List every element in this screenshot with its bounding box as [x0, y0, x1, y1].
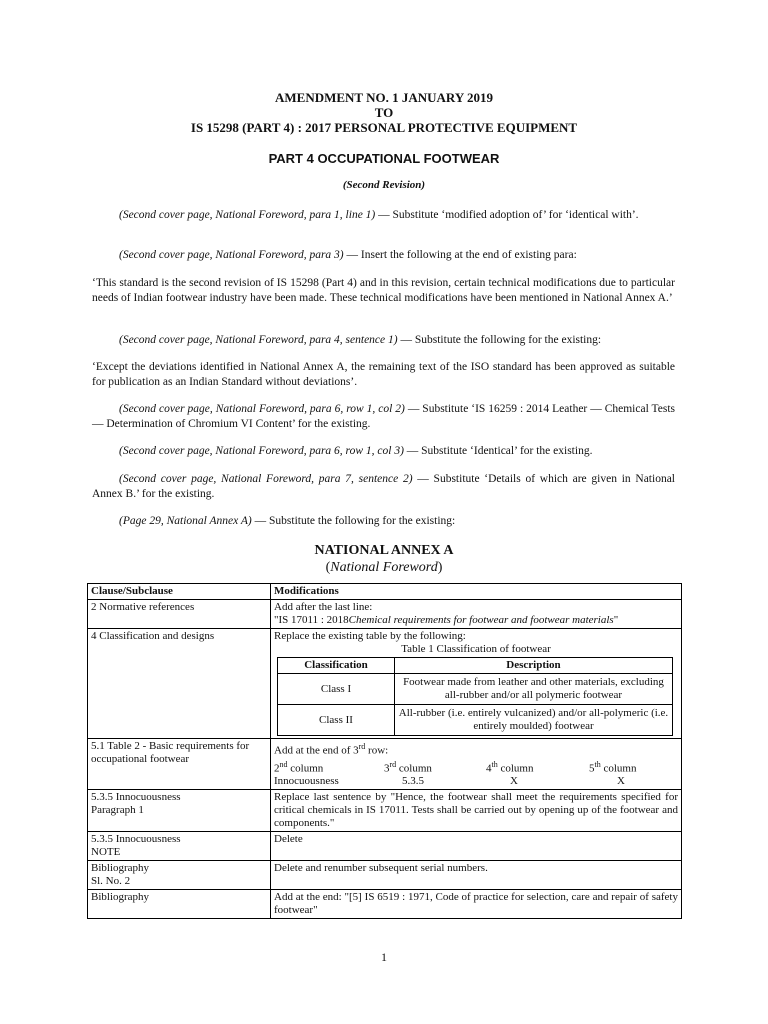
amendment-to: TO: [374, 105, 394, 120]
annex-table: [87, 583, 682, 919]
clause-line: 5.3.5 Innocuousness: [91, 791, 181, 804]
inner-row: [278, 674, 673, 705]
paragraph-2: [92, 248, 675, 263]
clause-cell: [88, 861, 271, 890]
paragraph-4-text: — Substitute the following for the existing:: [397, 334, 602, 346]
annex-title: NATIONAL ANNEX A: [314, 543, 454, 558]
col-value: X: [617, 775, 625, 788]
paragraph-7-text: — Substitute ‘Identical’ for the existing.: [403, 445, 593, 457]
column-values: [274, 775, 678, 788]
paragraph-1-ref: (Second cover page, National Foreword, para 1, line 1): [119, 209, 376, 221]
clause-cell: 2 Normative references: [88, 600, 271, 629]
annex-subtitle-text: National Foreword: [330, 560, 438, 575]
clause-line: 5.3.5 Innocuousness: [91, 833, 181, 846]
paragraph-4: [92, 333, 675, 348]
mod-end: ": [613, 614, 619, 626]
inner-desc: All-rubber (i.e. entirely vulcanized) and/or all-polymeric (i.e. entirely moulded) footwear: [395, 705, 673, 736]
clause-cell: Bibliography: [88, 890, 271, 919]
modification-cell: Delete and renumber subsequent serial numbers.: [271, 861, 682, 890]
modification-cell: [271, 629, 682, 739]
paragraph-5: ‘Except the deviations identified in National Annex A, the remaining text of the ISO standard has been approved as suitable for publication as an Indian Standard without deviations’.: [92, 361, 675, 388]
paragraph-9-text: — Substitute the following for the existing:: [251, 515, 456, 527]
mod-line: Add after the last line:: [274, 601, 373, 613]
inner-header-classification: Classification: [278, 658, 395, 674]
table-row: [88, 832, 682, 861]
table-row: [88, 890, 682, 919]
modification-cell: Add at the end: "[5] IS 6519 : 1971, Code of practice for selection, care and repair of safety footwear": [271, 890, 682, 919]
clause-cell: [88, 832, 271, 861]
paragraph-7: [92, 444, 675, 459]
revision-label: (Second Revision): [342, 179, 426, 191]
clause-line: Bibliography: [91, 862, 150, 875]
col-value: 5.3.5: [402, 775, 424, 788]
modification-cell: Replace last sentence by "Hence, the footwear shall meet the requirements specified for critical chemicals in IS 17011. Tests shall be carried out by opening up of the footwear and components.": [271, 790, 682, 832]
clause-line: NOTE: [91, 846, 121, 859]
col-value: Innocuousness: [274, 775, 339, 788]
mod-line: [274, 614, 678, 627]
col-label: 2nd column: [274, 759, 324, 775]
mod-line: Replace the existing table by the following:: [274, 630, 466, 642]
paragraph-3: ‘This standard is the second revision of IS 15298 (Part 4) and in this revision, certain technical modifications due to particular needs of Indian footwear industry have been made. These technical modifications have been mentioned in National Annex A.’: [92, 277, 675, 304]
mod-plain: "IS 17011 : 2018: [274, 614, 349, 626]
col-label: 3rd column: [384, 759, 432, 775]
paragraph-2-text: — Insert the following at the end of existing para:: [343, 249, 577, 261]
clause-cell: 5.1 Table 2 - Basic requirements for occupational footwear: [88, 739, 271, 790]
standard-title: IS 15298 (PART 4) : 2017 PERSONAL PROTECTIVE EQUIPMENT: [190, 120, 578, 135]
paragraph-6-ref: (Second cover page, National Foreword, para 6, row 1, col 2): [119, 403, 405, 415]
inner-class: Class I: [278, 674, 395, 705]
paragraph-4-ref: (Second cover page, National Foreword, para 4, sentence 1): [119, 334, 398, 346]
paragraph-1: [92, 208, 675, 223]
paragraph-8-text: — Substitute ‘Details of which are given in National Annex B.’ for the existing.: [92, 473, 675, 500]
paragraph-8-ref: (Second cover page, National Foreword, para 7, sentence 2): [119, 473, 413, 485]
table-row: [88, 629, 682, 739]
col-value: X: [510, 775, 518, 788]
amendment-title: AMENDMENT NO. 1 JANUARY 2019: [274, 90, 493, 105]
inner-header-description: Description: [395, 658, 673, 674]
part-title: PART 4 OCCUPATIONAL FOOTWEAR: [268, 151, 500, 166]
clause-line: Paragraph 1: [91, 804, 144, 817]
inner-row: [278, 705, 673, 736]
modification-cell: [271, 600, 682, 629]
classification-table: [277, 657, 673, 736]
inner-desc: Footwear made from leather and other materials, excluding all-rubber and/or all polymeric footwear: [395, 674, 673, 705]
table-row: [88, 790, 682, 832]
clause-cell: 4 Classification and designs: [88, 629, 271, 739]
table-row: [88, 861, 682, 890]
paragraph-6: [92, 402, 675, 432]
inner-header-row: [278, 658, 673, 674]
table-row: [88, 600, 682, 629]
inner-table-caption: Table 1 Classification of footwear: [401, 643, 551, 655]
paragraph-2-ref: (Second cover page, National Foreword, para 3): [119, 249, 344, 261]
mod-italic: Chemical requirements for footwear and footwear materials: [348, 614, 614, 626]
header-clause: Clause/Subclause: [88, 584, 271, 600]
clause-line: Sl. No. 2: [91, 875, 131, 888]
modification-cell: [271, 739, 682, 790]
paragraph-9: [92, 514, 675, 529]
clause-cell: [88, 790, 271, 832]
header-modifications: Modifications: [271, 584, 682, 600]
column-labels: [274, 758, 678, 776]
page-number: 1: [381, 950, 387, 964]
inner-class: Class II: [278, 705, 395, 736]
mod-line: Add at the end of 3rd row:: [274, 742, 389, 757]
table-row: [88, 739, 682, 790]
table-header-row: [88, 584, 682, 600]
paragraph-1-text: — Substitute ‘modified adoption of’ for ‘identical with’.: [375, 209, 639, 221]
col-label: 4th column: [486, 759, 534, 775]
paragraph-9-ref: (Page 29, National Annex A): [119, 515, 252, 527]
annex-subtitle: (National Foreword): [325, 560, 443, 575]
paragraph-8: [92, 472, 675, 502]
paragraph-7-ref: (Second cover page, National Foreword, para 6, row 1, col 3): [119, 445, 404, 457]
paragraph-6-text: — Substitute ‘IS 16259 : 2014 Leather — Chemical Tests — Determination of Chromium VI Content’ for the existing.: [92, 403, 676, 430]
modification-cell: Delete: [271, 832, 682, 861]
col-label: 5th column: [589, 759, 637, 775]
